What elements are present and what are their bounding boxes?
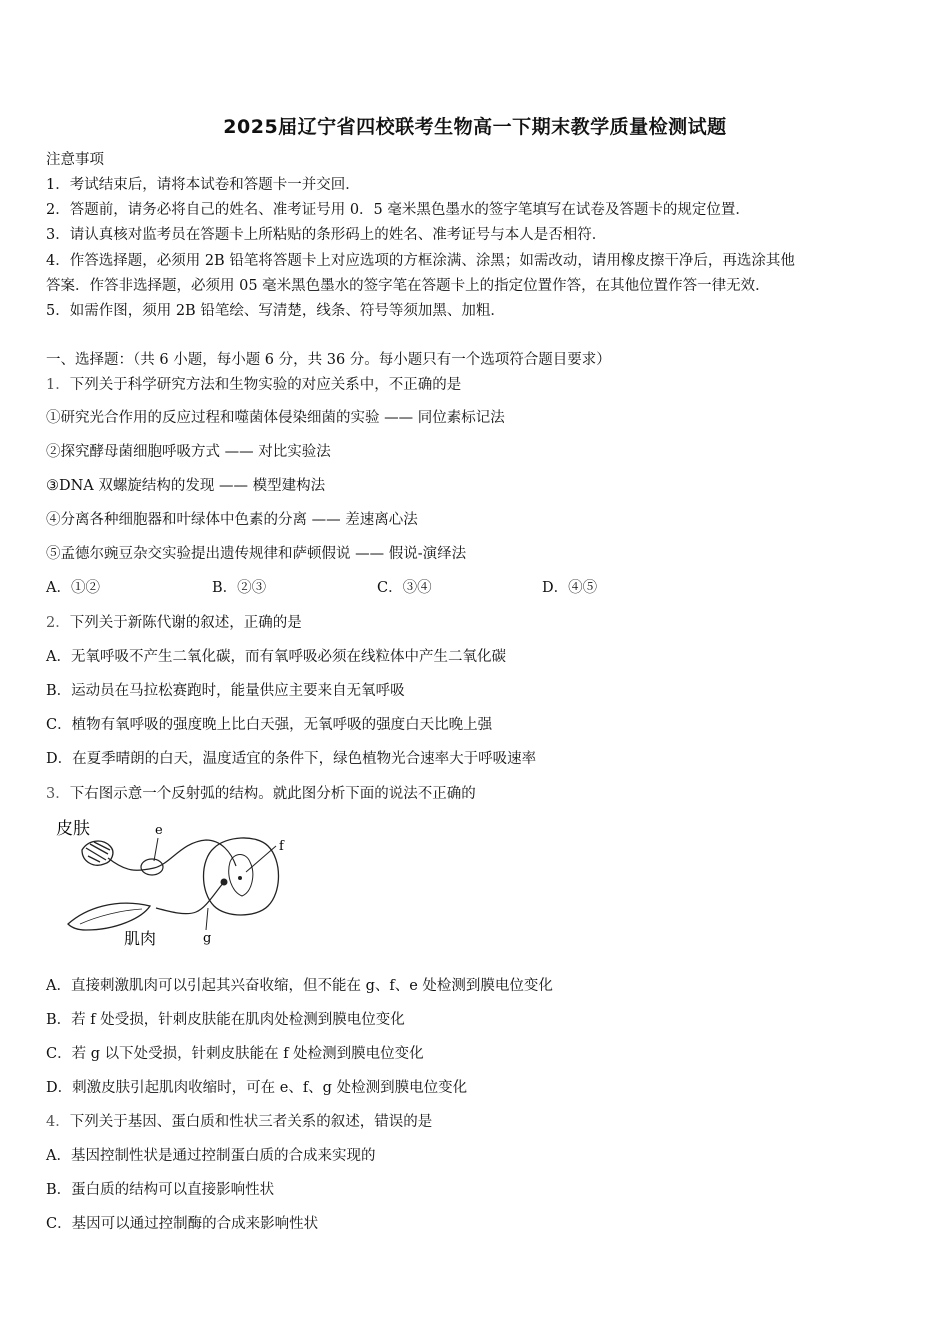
question-4-stem: 下列关于基因、蛋白质和性状三者关系的叙述，错误的是 xyxy=(69,1114,433,1130)
question-2 xyxy=(46,613,302,633)
q1-statement-4: ④分离各种细胞器和叶绿体中色素的分离 —— 差速离心法 xyxy=(46,512,418,528)
pointer-g xyxy=(206,908,208,930)
notice-item-2: 2．答题前，请务必将自己的姓名、准考证号用 0．5 毫米黑色墨水的签字笔填写在试卷及答题卡的规定位置． xyxy=(46,202,750,218)
question-3 xyxy=(46,784,476,804)
question-2-stem: 下列关于新陈代谢的叙述，正确的是 xyxy=(69,615,302,631)
notice-item-4-cont: 答案．作答非选择题，必须用 05 毫米黑色墨水的签字笔在答题卡上的指定位置作答，在其他位置作答一律无效． xyxy=(46,278,770,294)
diagram-label-skin: 皮肤 xyxy=(56,819,90,839)
diagram-label-g: g xyxy=(203,931,212,946)
spinal-cord xyxy=(204,838,279,915)
question-3-stem: 下右图示意一个反射弧的结构。就此图分析下面的说法不正确的 xyxy=(69,786,476,802)
section-heading: 一、选择题：（共 6 小题，每小题 6 分，共 36 分。每小题只有一个选项符合题目要求） xyxy=(46,352,611,368)
q3-option-c: C．若 g 以下处受损，针刺皮肤能在 f 处检测到膜电位变化 xyxy=(46,1046,424,1062)
q1-statement-2: ②探究酵母菌细胞呼吸方式 —— 对比实验法 xyxy=(46,444,331,460)
q3-option-b: B．若 f 处受损，针刺皮肤能在肌肉处检测到膜电位变化 xyxy=(46,1012,405,1028)
notice-item-1: 1．考试结束后，请将本试卷和答题卡一并交回． xyxy=(46,177,360,193)
notice-item-3: 3．请认真核对监考员在答题卡上所粘贴的条形码上的姓名、准考证号与本人是否相符． xyxy=(46,227,607,243)
reflex-arc-diagram xyxy=(46,812,306,952)
muscle-shape xyxy=(68,903,150,930)
ganglion-e xyxy=(141,859,163,875)
q1-option-d: D．④⑤ xyxy=(542,580,598,596)
q1-statement-1: ①研究光合作用的反应过程和噬菌体侵染细菌的实验 —— 同位素标记法 xyxy=(46,410,505,426)
question-2-number: 2． xyxy=(46,615,70,631)
question-1-number: 1． xyxy=(46,377,70,393)
q1-statement-3: ③DNA 双螺旋结构的发现 —— 模型建构法 xyxy=(46,478,326,494)
q3-option-a: A．直接刺激肌肉可以引起其兴奋收缩，但不能在 g、f、e 处检测到膜电位变化 xyxy=(46,978,553,994)
diagram-label-muscle: 肌肉 xyxy=(124,929,157,948)
page-title: 2025届辽宁省四校联考生物高一下期末教学质量检测试题 xyxy=(223,116,727,138)
question-1-stem: 下列关于科学研究方法和生物实验的对应关系中，不正确的是 xyxy=(69,377,462,393)
q1-statement-5: ⑤孟德尔豌豆杂交实验提出遗传规律和萨顿假说 —— 假说-演绎法 xyxy=(46,546,467,562)
q2-option-a: A．无氧呼吸不产生二氧化碳，而有氧呼吸必须在线粒体中产生二氧化碳 xyxy=(46,649,506,665)
pointer-f xyxy=(246,846,276,872)
question-4-number: 4． xyxy=(46,1114,70,1130)
notice-item-4: 4．作答选择题，必须用 2B 铅笔将答题卡上对应选项的方框涂满、涂黑；如需改动，请用橡皮擦干净后，再选涂其他 xyxy=(46,253,795,269)
q2-option-d: D．在夏季晴朗的白天，温度适宜的条件下，绿色植物光合速率大于呼吸速率 xyxy=(46,751,537,767)
diagram-label-e: e xyxy=(155,823,163,838)
q3-option-d: D．刺激皮肤引起肌肉收缩时，可在 e、f、g 处检测到膜电位变化 xyxy=(46,1080,468,1096)
afferent-nerve xyxy=(108,840,236,870)
question-1 xyxy=(46,375,461,395)
q1-options xyxy=(46,578,746,598)
skin-receptor xyxy=(82,841,113,865)
q2-option-b: B．运动员在马拉松赛跑时，能量供应主要来自无氧呼吸 xyxy=(46,683,405,699)
q4-option-b: B．蛋白质的结构可以直接影响性状 xyxy=(46,1182,275,1198)
q4-option-a: A．基因控制性状是通过控制蛋白质的合成来实现的 xyxy=(46,1148,376,1164)
notice-item-5: 5．如需作图，须用 2B 铅笔绘、写清楚，线条、符号等须加黑、加粗． xyxy=(46,303,505,319)
q1-option-b: B．②③ xyxy=(212,580,267,596)
question-3-number: 3． xyxy=(46,786,70,802)
pointer-e xyxy=(154,838,158,861)
efferent-nerve xyxy=(156,882,224,914)
q2-option-c: C．植物有氧呼吸的强度晚上比白天强，无氧呼吸的强度白天比晚上强 xyxy=(46,717,493,733)
notice-heading: 注意事项 xyxy=(46,152,104,168)
question-4 xyxy=(46,1112,432,1132)
diagram-label-f: f xyxy=(279,839,284,854)
q4-option-c: C．基因可以通过控制酶的合成来影响性状 xyxy=(46,1216,319,1232)
q1-option-a: A．①② xyxy=(46,580,100,596)
q1-option-c: C．③④ xyxy=(377,580,432,596)
